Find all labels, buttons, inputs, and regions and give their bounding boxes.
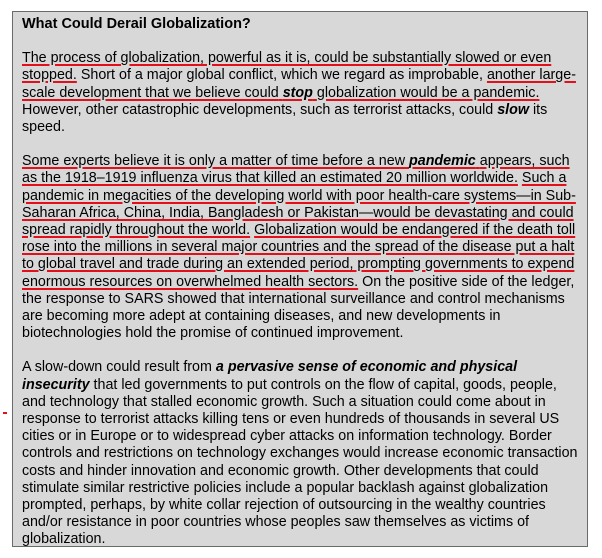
emphasis-stop: stop (282, 84, 313, 101)
plain-text: A slow-down could result from (22, 359, 212, 376)
emphasis-slow: slow (497, 101, 529, 118)
paragraph-1 (22, 50, 578, 136)
margin-mark (3, 412, 7, 414)
plain-text: appears, such as the 1918–1919 influenza virus that killed an estimated 20 million worldwide. (22, 153, 570, 187)
plain-text: globalization would be a pandemic. (316, 84, 540, 101)
heading: What Could Derail Globalization? (22, 16, 251, 32)
underlined-sentence: Globalization would be endangered if the death toll rose into the millions in several major countries and the spread of the disease put a halt to global travel and trade during an extended period, prompting governments to expend enormous resources on overwhelmed health sectors. (22, 222, 576, 290)
plain-text: that led governments to put controls on the flow of capital, goods, people, and technology that stalled economic growth. Such a situation could come about in response to terrorist attacks killing tens or even hundreds of thousands in several US cities or in Europe or to widespread cyber attacks on information technology. Border controls and restrictions on technology exchanges would increase economic transaction costs and hinder innovation and economic growth. Other developments that could stimulate similar restrictive policies include a popular backlash against globalization prompted, perhaps, by white collar rejection of outsourcing in the wealthy countries and/or resistance in poor countries whose peoples saw themselves as victims of globalization. (22, 376, 578, 548)
text-box (12, 11, 588, 547)
underlined-sentence (22, 153, 570, 186)
plain-text: its speed. (22, 101, 548, 136)
underlined-sentence: Such a pandemic in megacities of the developing world with poor health-care systems—in Sub-Saharan Africa, China, India, Bangladesh or Pakistan—would be devastating and could spread rapidly throughout the world. (22, 170, 576, 239)
plain-text: Some experts believe it is only a matter of time before a new (22, 153, 406, 170)
plain-text: another large-scale development that we believe could (22, 67, 576, 101)
plain-text: Short of a major global conflict, which we regard as improbable, (80, 67, 483, 84)
emphasis-pandemic: pandemic (409, 153, 476, 170)
underlined-sentence: The process of globalization, powerful as it is, could be substantially slowed or even stopped. (22, 50, 552, 84)
paragraph-3 (22, 359, 578, 548)
plain-text: However, other catastrophic developments, such as terrorist attacks, could (22, 101, 494, 118)
plain-text: On the positive side of the ledger, the response to SARS showed that international surveillance and control mechanisms are becoming more adept at containing diseases, and new developments in biotechnologies hold the promise of continued improvement. (22, 273, 575, 342)
paragraph-2 (22, 153, 578, 342)
emphasis-insecurity: a pervasive sense of economic and physical insecurity (22, 359, 518, 393)
